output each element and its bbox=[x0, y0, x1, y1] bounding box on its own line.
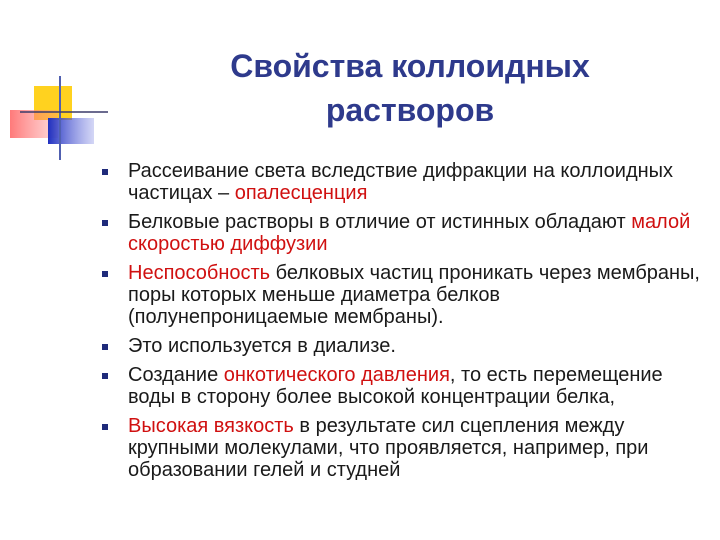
bullet-highlight: Высокая вязкость bbox=[128, 415, 294, 437]
bullet-highlight: малой скоростью диффузии bbox=[128, 211, 691, 255]
bullet-text: Белковые растворы в отличие от истинных обладают bbox=[128, 211, 632, 233]
bullet-square-icon bbox=[102, 344, 108, 350]
bullet-item-3 bbox=[100, 262, 700, 328]
bullet-square-icon bbox=[102, 169, 108, 175]
bullet-highlight: Неспособность bbox=[128, 262, 271, 284]
bullet-square-icon bbox=[102, 373, 108, 379]
bullet-text: в результате сил сцепления между крупными молекулами, что проявляется, например, при образовании гелей и студней bbox=[128, 415, 649, 481]
bullet-list bbox=[100, 160, 700, 488]
bullet-item-6 bbox=[100, 415, 700, 481]
bullet-highlight: опалесценция bbox=[234, 182, 368, 204]
bullet-item-4 bbox=[100, 335, 700, 357]
bullet-square-icon bbox=[102, 271, 108, 277]
bullet-highlight: онкотического давления bbox=[223, 364, 450, 386]
bullet-text: Создание bbox=[128, 364, 224, 386]
bullet-item-1 bbox=[100, 160, 700, 204]
bullet-square-icon bbox=[102, 424, 108, 430]
bullet-text: Рассеивание света вследствие дифракции на коллоидных частицах – bbox=[128, 160, 674, 204]
title-line-1: Свойства коллоидных bbox=[230, 48, 590, 84]
bullet-text: Это используется в диализе. bbox=[128, 335, 396, 357]
blue-square bbox=[48, 118, 94, 144]
corner-decoration bbox=[0, 0, 110, 170]
bullet-item-5 bbox=[100, 364, 700, 408]
bullet-square-icon bbox=[102, 220, 108, 226]
title-line-2: растворов bbox=[325, 92, 495, 128]
slide-title bbox=[150, 44, 670, 132]
bullet-text: белковых частиц проникать через мембраны, поры которых меньше диаметра белков (полунепроницаемые мембраны). bbox=[128, 262, 700, 328]
bullet-text-tail: , то есть перемещение воды в сторону более высокой концентрации белка, bbox=[128, 364, 663, 408]
bullet-item-2 bbox=[100, 211, 700, 255]
